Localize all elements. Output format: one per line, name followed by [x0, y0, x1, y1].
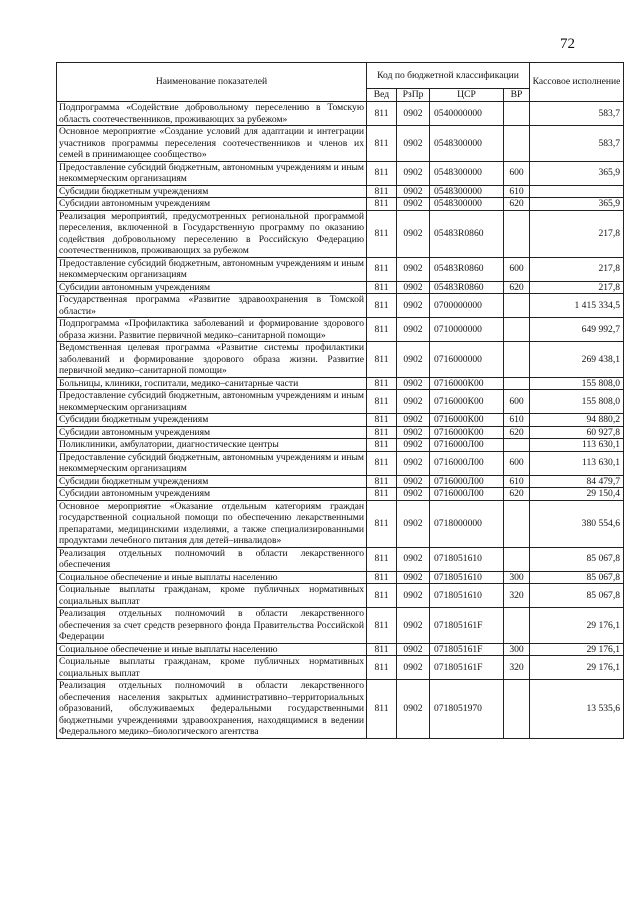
row-ved: 811 — [367, 475, 397, 488]
row-amount: 217,8 — [530, 281, 624, 294]
row-ved: 811 — [367, 198, 397, 211]
row-csr: 0716000Л00 — [430, 439, 504, 452]
row-rzpr: 0902 — [397, 439, 430, 452]
row-csr: 0718051610 — [430, 571, 504, 584]
row-amount: 29 176,1 — [530, 608, 624, 644]
row-amount: 113 630,1 — [530, 451, 624, 475]
row-amount: 269 438,1 — [530, 342, 624, 378]
row-ved: 811 — [367, 281, 397, 294]
row-ved: 811 — [367, 102, 397, 126]
row-vr: 600 — [504, 390, 530, 414]
row-rzpr: 0902 — [397, 126, 430, 162]
row-rzpr: 0902 — [397, 281, 430, 294]
row-name: Предоставление субсидий бюджетным, автономным учреждениям и иным некоммерческим организациям — [57, 161, 367, 185]
table-row — [57, 571, 624, 584]
row-name: Предоставление субсидий бюджетным, автономным учреждениям и иным некоммерческим организациям — [57, 451, 367, 475]
row-vr — [504, 126, 530, 162]
row-name: Предоставление субсидий бюджетным, автономным учреждениям и иным некоммерческим организациям — [57, 390, 367, 414]
row-rzpr: 0902 — [397, 608, 430, 644]
row-ved: 811 — [367, 185, 397, 198]
row-amount: 380 554,6 — [530, 500, 624, 547]
row-csr: 0718051970 — [430, 680, 504, 739]
row-ved: 811 — [367, 608, 397, 644]
row-rzpr: 0902 — [397, 185, 430, 198]
row-rzpr: 0902 — [397, 257, 430, 281]
row-csr: 0540000000 — [430, 102, 504, 126]
row-csr: 071805161F — [430, 656, 504, 680]
row-csr: 0718051610 — [430, 584, 504, 608]
header-amount: Кассовое исполнение — [530, 63, 624, 102]
row-name: Субсидии автономным учреждениям — [57, 426, 367, 439]
table-body — [57, 102, 624, 739]
row-amount: 84 479,7 — [530, 475, 624, 488]
row-rzpr: 0902 — [397, 161, 430, 185]
row-ved: 811 — [367, 643, 397, 656]
row-name: Государственная программа «Развитие здравоохранения в Томской области» — [57, 294, 367, 318]
row-vr: 620 — [504, 426, 530, 439]
row-csr: 0716000Л00 — [430, 475, 504, 488]
row-name: Основное мероприятие «Создание условий для адаптации и интеграции участников программы переселения соотечественников и членов их семей в принимающее сообщество» — [57, 126, 367, 162]
row-amount: 113 630,1 — [530, 439, 624, 452]
row-ved: 811 — [367, 414, 397, 427]
row-rzpr: 0902 — [397, 342, 430, 378]
row-name: Социальное обеспечение и иные выплаты населению — [57, 571, 367, 584]
row-vr: 620 — [504, 281, 530, 294]
row-name: Субсидии автономным учреждениям — [57, 198, 367, 211]
row-rzpr: 0902 — [397, 210, 430, 257]
row-ved: 811 — [367, 126, 397, 162]
row-name: Подпрограмма «Содействие добровольному переселению в Томскую область соотечественников, проживающих за рубежом» — [57, 102, 367, 126]
row-amount: 85 067,8 — [530, 571, 624, 584]
row-ved: 811 — [367, 161, 397, 185]
row-amount: 29 176,1 — [530, 656, 624, 680]
row-ved: 811 — [367, 488, 397, 501]
header-vr: ВР — [504, 89, 530, 102]
row-vr — [504, 500, 530, 547]
row-csr: 0716000К00 — [430, 377, 504, 390]
table-row — [57, 475, 624, 488]
row-vr — [504, 102, 530, 126]
row-amount: 583,7 — [530, 126, 624, 162]
row-name: Ведомственная целевая программа «Развитие системы профилактики заболеваний и формирование здорового образа жизни. Развитие первичной медико–санитарной помощи» — [57, 342, 367, 378]
row-name: Поликлиники, амбулатории, диагностические центры — [57, 439, 367, 452]
row-csr: 0548300000 — [430, 161, 504, 185]
table-row — [57, 547, 624, 571]
row-vr: 320 — [504, 584, 530, 608]
table-row — [57, 198, 624, 211]
table-row — [57, 210, 624, 257]
row-amount: 155 808,0 — [530, 377, 624, 390]
table-row — [57, 342, 624, 378]
row-csr: 0710000000 — [430, 318, 504, 342]
row-name: Подпрограмма «Профилактика заболеваний и формирование здорового образа жизни. Развитие первичной медико–санитарной помощи» — [57, 318, 367, 342]
row-rzpr: 0902 — [397, 584, 430, 608]
row-csr: 0548300000 — [430, 185, 504, 198]
row-vr: 620 — [504, 198, 530, 211]
row-vr: 300 — [504, 571, 530, 584]
budget-table — [56, 62, 624, 739]
row-vr: 610 — [504, 475, 530, 488]
row-name: Социальное обеспечение и иные выплаты населению — [57, 643, 367, 656]
row-ved: 811 — [367, 571, 397, 584]
table-row — [57, 377, 624, 390]
row-rzpr: 0902 — [397, 656, 430, 680]
row-vr — [504, 294, 530, 318]
row-ved: 811 — [367, 451, 397, 475]
table-row — [57, 426, 624, 439]
row-vr — [504, 608, 530, 644]
row-csr: 0718051610 — [430, 547, 504, 571]
table-row — [57, 294, 624, 318]
row-rzpr: 0902 — [397, 426, 430, 439]
row-rzpr: 0902 — [397, 500, 430, 547]
row-csr: 071805161F — [430, 608, 504, 644]
row-ved: 811 — [367, 426, 397, 439]
row-rzpr: 0902 — [397, 451, 430, 475]
row-vr — [504, 377, 530, 390]
row-ved: 811 — [367, 294, 397, 318]
header-rzpr: РзПр — [397, 89, 430, 102]
row-name: Субсидии автономным учреждениям — [57, 488, 367, 501]
row-rzpr: 0902 — [397, 414, 430, 427]
row-amount: 365,9 — [530, 161, 624, 185]
page-number: 72 — [560, 36, 575, 52]
row-csr: 0716000К00 — [430, 426, 504, 439]
table-row — [57, 161, 624, 185]
row-ved: 811 — [367, 210, 397, 257]
table-row — [57, 439, 624, 452]
row-rzpr: 0902 — [397, 475, 430, 488]
row-name: Реализация отдельных полномочий в области лекарственного обеспечения населения закрытых административно–территориальных образований, обслуживаемых федеральными государственными бюджетными учреждениями здравоохранения, находящимися в ведении Федерального медико–биологического агентства — [57, 680, 367, 739]
row-rzpr: 0902 — [397, 377, 430, 390]
row-amount: 583,7 — [530, 102, 624, 126]
table-row — [57, 318, 624, 342]
row-name: Субсидии бюджетным учреждениям — [57, 475, 367, 488]
row-rzpr: 0902 — [397, 198, 430, 211]
table-row — [57, 414, 624, 427]
row-rzpr: 0902 — [397, 547, 430, 571]
row-name: Реализация отдельных полномочий в области лекарственного обеспечения — [57, 547, 367, 571]
row-amount: 217,8 — [530, 210, 624, 257]
row-rzpr: 0902 — [397, 102, 430, 126]
row-csr: 0716000Л00 — [430, 451, 504, 475]
row-name: Социальные выплаты гражданам, кроме публичных нормативных социальных выплат — [57, 584, 367, 608]
row-csr: 0548300000 — [430, 198, 504, 211]
row-amount: 217,8 — [530, 257, 624, 281]
table-row — [57, 643, 624, 656]
row-rzpr: 0902 — [397, 318, 430, 342]
row-amount: 94 880,2 — [530, 414, 624, 427]
row-amount: 85 067,8 — [530, 547, 624, 571]
row-vr: 620 — [504, 488, 530, 501]
row-vr — [504, 547, 530, 571]
row-name: Социальные выплаты гражданам, кроме публичных нормативных социальных выплат — [57, 656, 367, 680]
row-rzpr: 0902 — [397, 571, 430, 584]
row-name: Предоставление субсидий бюджетным, автономным учреждениям и иным некоммерческим организациям — [57, 257, 367, 281]
row-amount: 155 808,0 — [530, 390, 624, 414]
row-rzpr: 0902 — [397, 643, 430, 656]
header-code-group: Код по бюджетной классификации — [367, 63, 530, 89]
row-csr: 0716000К00 — [430, 390, 504, 414]
table-row — [57, 584, 624, 608]
header-name: Наименование показателей — [57, 63, 367, 102]
table-row — [57, 281, 624, 294]
row-amount: 1 415 334,5 — [530, 294, 624, 318]
table-row — [57, 500, 624, 547]
row-ved: 811 — [367, 584, 397, 608]
row-csr: 05483R0860 — [430, 210, 504, 257]
row-csr: 0716000Л00 — [430, 488, 504, 501]
table-row — [57, 680, 624, 739]
row-name: Больницы, клиники, госпитали, медико–санитарные части — [57, 377, 367, 390]
row-name: Субсидии автономным учреждениям — [57, 281, 367, 294]
row-vr: 610 — [504, 185, 530, 198]
row-vr: 300 — [504, 643, 530, 656]
table-row — [57, 257, 624, 281]
row-name: Основное мероприятие «Оказание отдельным категориям граждан государственной социальной помощи по обеспечению лекарственными препаратами, медицинскими изделиями, а также специализированными продуктами лечебного питания для детей–инвалидов» — [57, 500, 367, 547]
row-ved: 811 — [367, 390, 397, 414]
row-ved: 811 — [367, 318, 397, 342]
row-rzpr: 0902 — [397, 488, 430, 501]
row-vr: 320 — [504, 656, 530, 680]
row-amount: 13 535,6 — [530, 680, 624, 739]
row-amount: 60 927,8 — [530, 426, 624, 439]
table-row — [57, 126, 624, 162]
row-ved: 811 — [367, 257, 397, 281]
header-ved: Вед — [367, 89, 397, 102]
row-csr: 0700000000 — [430, 294, 504, 318]
row-ved: 811 — [367, 439, 397, 452]
row-ved: 811 — [367, 500, 397, 547]
row-ved: 811 — [367, 547, 397, 571]
row-name: Реализация отдельных полномочий в области лекарственного обеспечения за счет средств резервного фонда Правительства Российской Федерации — [57, 608, 367, 644]
row-csr: 05483R0860 — [430, 281, 504, 294]
row-vr: 600 — [504, 257, 530, 281]
row-vr — [504, 342, 530, 378]
row-csr: 0716000К00 — [430, 414, 504, 427]
row-vr — [504, 318, 530, 342]
row-vr — [504, 439, 530, 452]
row-csr: 0718000000 — [430, 500, 504, 547]
row-vr: 600 — [504, 161, 530, 185]
row-name: Субсидии бюджетным учреждениям — [57, 185, 367, 198]
table-row — [57, 390, 624, 414]
row-csr: 071805161F — [430, 643, 504, 656]
row-vr: 600 — [504, 451, 530, 475]
row-amount: 649 992,7 — [530, 318, 624, 342]
row-amount — [530, 185, 624, 198]
table-row — [57, 656, 624, 680]
row-name: Реализация мероприятий, предусмотренных региональной программой переселения, включенной в Государственную программу по оказанию содействия добровольному переселению в Российскую Федерацию соотечественников, проживающих за рубежом — [57, 210, 367, 257]
row-amount: 365,9 — [530, 198, 624, 211]
row-amount: 29 176,1 — [530, 643, 624, 656]
row-vr: 610 — [504, 414, 530, 427]
row-csr: 05483R0860 — [430, 257, 504, 281]
row-rzpr: 0902 — [397, 390, 430, 414]
table-row — [57, 608, 624, 644]
row-ved: 811 — [367, 342, 397, 378]
row-name: Субсидии бюджетным учреждениям — [57, 414, 367, 427]
row-amount: 29 150,4 — [530, 488, 624, 501]
table-row — [57, 488, 624, 501]
table-row — [57, 451, 624, 475]
row-amount: 85 067,8 — [530, 584, 624, 608]
header-csr: ЦСР — [430, 89, 504, 102]
table-row — [57, 185, 624, 198]
row-rzpr: 0902 — [397, 680, 430, 739]
row-csr: 0548300000 — [430, 126, 504, 162]
table-row — [57, 102, 624, 126]
row-ved: 811 — [367, 377, 397, 390]
row-ved: 811 — [367, 656, 397, 680]
row-vr — [504, 210, 530, 257]
row-rzpr: 0902 — [397, 294, 430, 318]
row-csr: 0716000000 — [430, 342, 504, 378]
row-ved: 811 — [367, 680, 397, 739]
row-vr — [504, 680, 530, 739]
